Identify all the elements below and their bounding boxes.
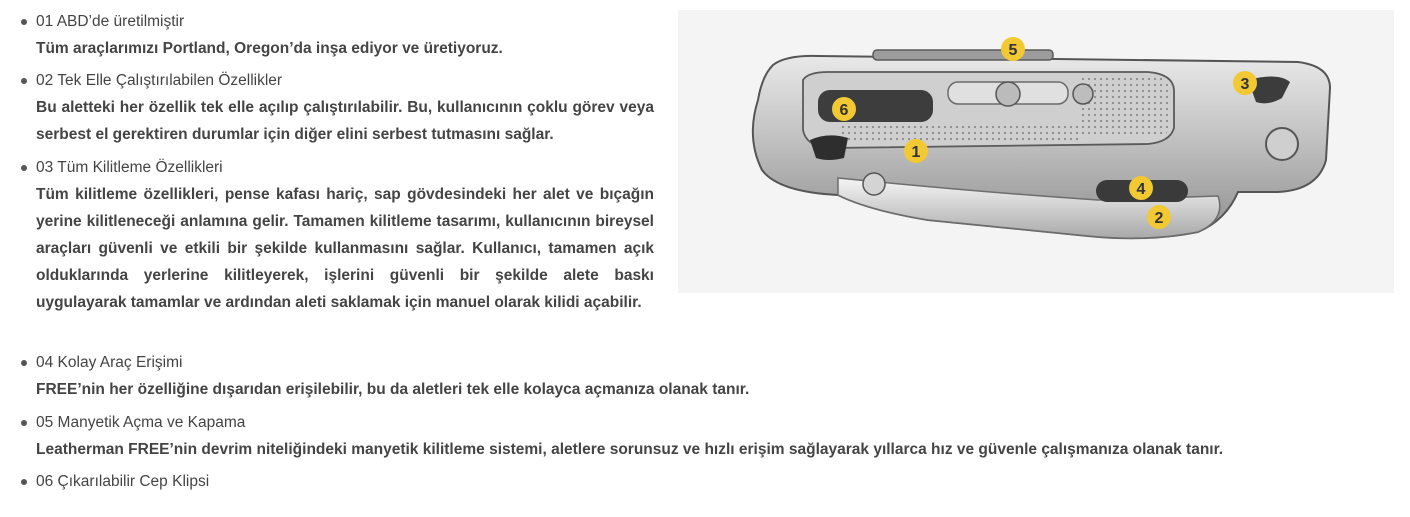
feature-title: 03 Tüm Kilitleme Özellikleri <box>36 159 223 176</box>
svg-text:3: 3 <box>1240 76 1250 93</box>
callout-1 <box>904 139 928 163</box>
feature-title: 06 Çıkarılabilir Cep Klipsi <box>36 473 210 490</box>
callout-4 <box>1129 176 1153 200</box>
svg-text:2: 2 <box>1154 210 1164 227</box>
feature-title: 05 Manyetik Açma ve Kapama <box>36 414 246 431</box>
pocket-clip <box>873 50 1053 60</box>
feature-description: FREE’nin her özelliğine dışarıdan erişilebilir, bu da aletleri tek elle kolayca açmanıza olanak tanır. <box>36 381 750 398</box>
svg-text:5: 5 <box>1008 42 1018 59</box>
grip-texture-bottom <box>838 124 1078 142</box>
feature-title: 02 Tek Elle Çalıştırılabilen Özellikler <box>36 72 283 89</box>
svg-text:6: 6 <box>839 102 849 119</box>
callout-2 <box>1147 205 1171 229</box>
feature-description: Bu aletteki her özellik tek elle açılıp çalıştırılabilir. Bu, kullanıcının çoklu görev veya serbest el gerektiren durumlar için diğer elini serbest tutmasını sağlar. <box>36 99 654 143</box>
callout-3 <box>1233 71 1257 95</box>
torx-screw-icon <box>1266 128 1298 160</box>
grip-texture <box>1078 76 1168 138</box>
callout-6 <box>832 97 856 121</box>
bullet-icon <box>21 479 27 485</box>
feature-description: Leatherman FREE’nin devrim niteliğindeki manyetik kilitleme sistemi, aletlere sorunsuz ve hızlı erişim sağlayarak yıllarca hız ve güvenle çalışmanıza olanak tanır. <box>36 441 1224 458</box>
rivet-icon <box>863 173 885 195</box>
feature-description: Tüm araçlarımızı Portland, Oregon’da inşa ediyor ve üretiyoruz. <box>36 40 503 57</box>
tool-screw-icon <box>996 82 1020 106</box>
bullet-icon <box>21 19 27 25</box>
multitool-figure <box>678 10 1394 293</box>
svg-text:1: 1 <box>911 144 921 161</box>
bullet-icon <box>21 165 27 171</box>
feature-title: 01 ABD’de üretilmiştir <box>36 13 185 30</box>
callout-5 <box>1001 37 1025 61</box>
multitool-illustration <box>678 10 1394 293</box>
pivot-screw-icon <box>1073 84 1093 104</box>
bullet-icon <box>21 420 27 426</box>
svg-text:4: 4 <box>1136 181 1146 198</box>
bullet-icon <box>21 78 27 84</box>
bullet-icon <box>21 360 27 366</box>
feature-title: 04 Kolay Araç Erişimi <box>36 354 183 371</box>
lock-lever-left <box>810 135 848 160</box>
feature-description: Tüm kilitleme özellikleri, pense kafası hariç, sap gövdesindeki her alet ve bıçağın yerine kilitleneceği anlamına gelir. Tamamen kilitleme tasarımı, kullanıcının bireysel araçları güvenli ve etkili bir şekilde kullanmasını sağlar. Kullanıcı, tamamen açık olduklarında yerlerine kilitleyerek, işlerini güvenli bir şekilde alete baskı uygulayarak tamamlar ve ardından aleti saklamak için manuel olarak kilidi açabilir. <box>36 186 654 311</box>
